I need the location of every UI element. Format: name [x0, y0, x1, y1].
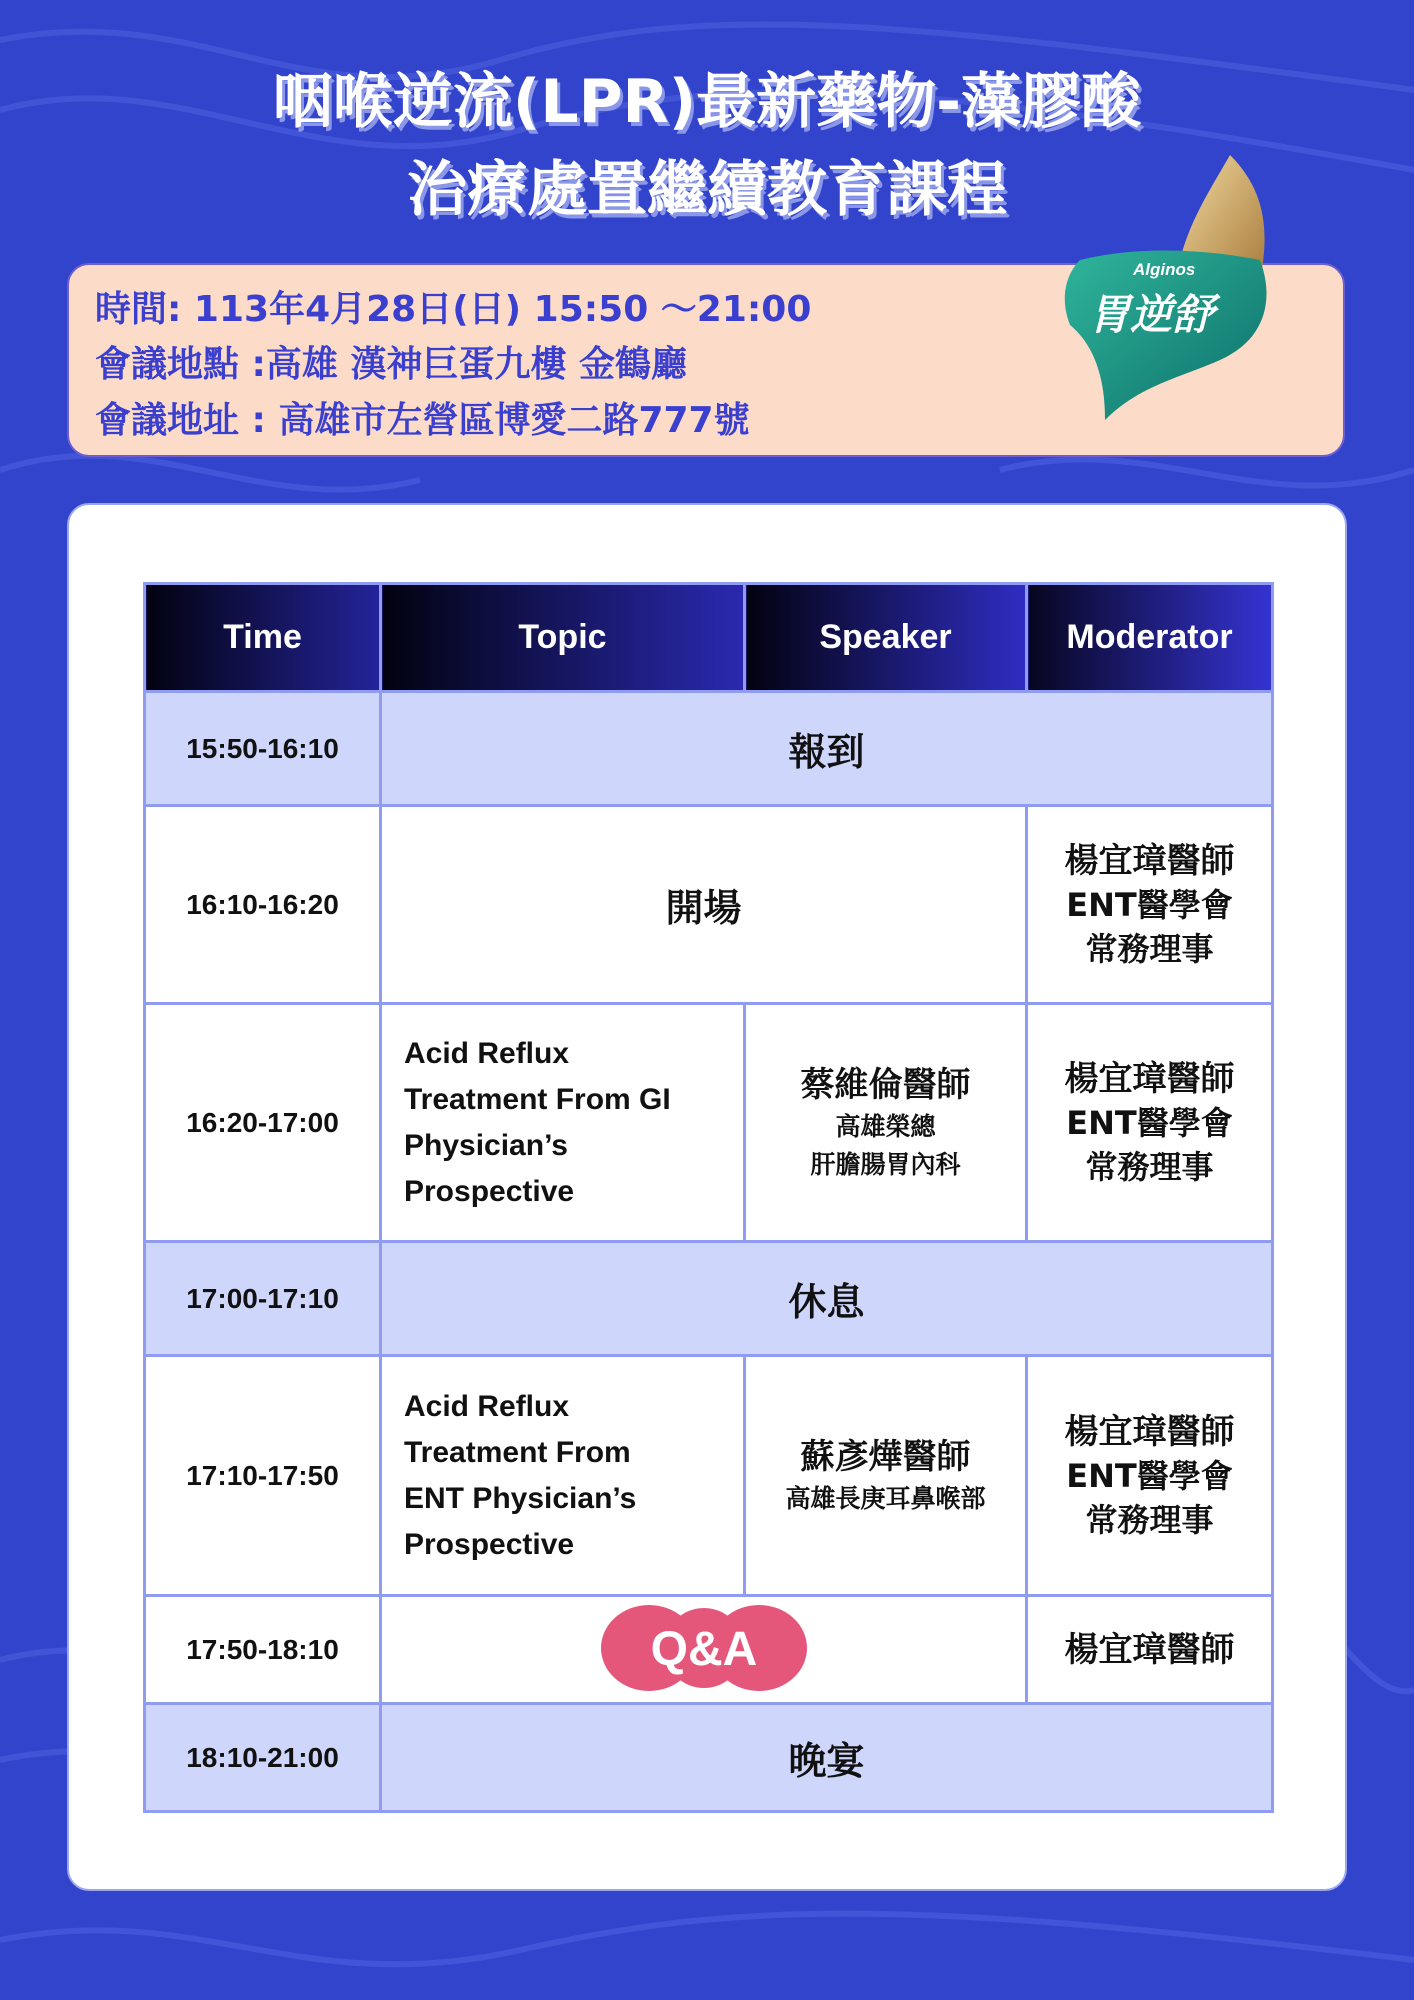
- topic-line: Acid Reflux: [404, 1389, 570, 1423]
- moderator-role: 常務理事: [1085, 929, 1214, 968]
- row-qa: [381, 1596, 1027, 1704]
- row-title: 開場: [381, 806, 1027, 1004]
- event-venue: 會議地點 :高雄 漢神巨蛋九樓 金鶴廳: [95, 344, 687, 385]
- moderator-name: 楊宜璋醫師: [1064, 1058, 1235, 1099]
- row-time: 18:10-21:00: [145, 1704, 381, 1812]
- moderator-org: ENT醫學會: [1066, 885, 1233, 924]
- table-row: [145, 1242, 1273, 1356]
- moderator-role: 常務理事: [1085, 1147, 1214, 1186]
- title-line-1: 咽喉逆流(LPR)最新藥物-藻膠酸: [272, 67, 1142, 137]
- row-time: 16:10-16:20: [145, 806, 381, 1004]
- table-row: [145, 1356, 1273, 1596]
- qa-badge-icon: [599, 1603, 809, 1693]
- table-row: [145, 1704, 1273, 1812]
- moderator-role: 常務理事: [1085, 1500, 1214, 1539]
- qa-text: Q&A: [650, 1622, 757, 1676]
- moderator-name: 楊宜璋醫師: [1064, 840, 1235, 881]
- moderator-org: ENT醫學會: [1066, 1456, 1233, 1495]
- table-row: [145, 1004, 1273, 1242]
- row-moderator: [1027, 1356, 1273, 1596]
- row-moderator: [1027, 806, 1273, 1004]
- speaker-affiliation: 高雄長庚耳鼻喉部: [785, 1483, 986, 1513]
- header-topic: Topic: [381, 584, 745, 692]
- row-time: 15:50-16:10: [145, 692, 381, 806]
- row-speaker: [745, 1356, 1027, 1596]
- header-speaker: Speaker: [745, 584, 1027, 692]
- row-title: 報到: [381, 692, 1273, 806]
- moderator-name: 楊宜璋醫師: [1064, 1629, 1235, 1670]
- row-title: 晚宴: [381, 1704, 1273, 1812]
- event-time: 時間: 113年4月28日(日) 15:50 ～21:00: [95, 289, 812, 330]
- moderator-org: ENT醫學會: [1066, 1103, 1233, 1142]
- speaker-affiliation: 高雄榮總: [835, 1111, 936, 1141]
- topic-line: Prospective: [404, 1174, 575, 1208]
- row-time: 17:50-18:10: [145, 1596, 381, 1704]
- row-topic: [381, 1004, 745, 1242]
- table-row: [145, 1596, 1273, 1704]
- header-moderator: Moderator: [1027, 584, 1273, 692]
- moderator-name: 楊宜璋醫師: [1064, 1411, 1235, 1452]
- schedule-table: [143, 582, 1274, 1813]
- row-speaker: [745, 1004, 1027, 1242]
- row-time: 16:20-17:00: [145, 1004, 381, 1242]
- topic-line: Treatment From: [404, 1435, 631, 1469]
- topic-line: Acid Reflux: [404, 1036, 570, 1070]
- topic-line: ENT Physician’s: [404, 1481, 637, 1515]
- row-title: 休息: [381, 1242, 1273, 1356]
- table-header-row: [145, 584, 1273, 692]
- topic-line: Prospective: [404, 1527, 575, 1561]
- title-line-2: 治療處置繼續教育課程: [407, 155, 1007, 225]
- speaker-name: 蔡維倫醫師: [800, 1064, 971, 1105]
- topic-line: Physician’s: [404, 1128, 568, 1162]
- brand-name-zh: 胃逆舒: [1088, 290, 1215, 339]
- row-time: 17:00-17:10: [145, 1242, 381, 1356]
- table-row: [145, 806, 1273, 1004]
- speaker-name: 蘇彥燁醫師: [800, 1436, 971, 1477]
- table-row: [145, 692, 1273, 806]
- row-topic: [381, 1356, 745, 1596]
- brand-name-en: Alginos: [1133, 260, 1196, 279]
- speaker-department: 肝膽腸胃內科: [810, 1149, 961, 1179]
- row-time: 17:10-17:50: [145, 1356, 381, 1596]
- header-time: Time: [145, 584, 381, 692]
- row-moderator: [1027, 1596, 1273, 1704]
- row-moderator: [1027, 1004, 1273, 1242]
- event-address: 會議地址 : 高雄市左營區博愛二路777號: [95, 400, 750, 441]
- topic-line: Treatment From GI: [404, 1082, 671, 1116]
